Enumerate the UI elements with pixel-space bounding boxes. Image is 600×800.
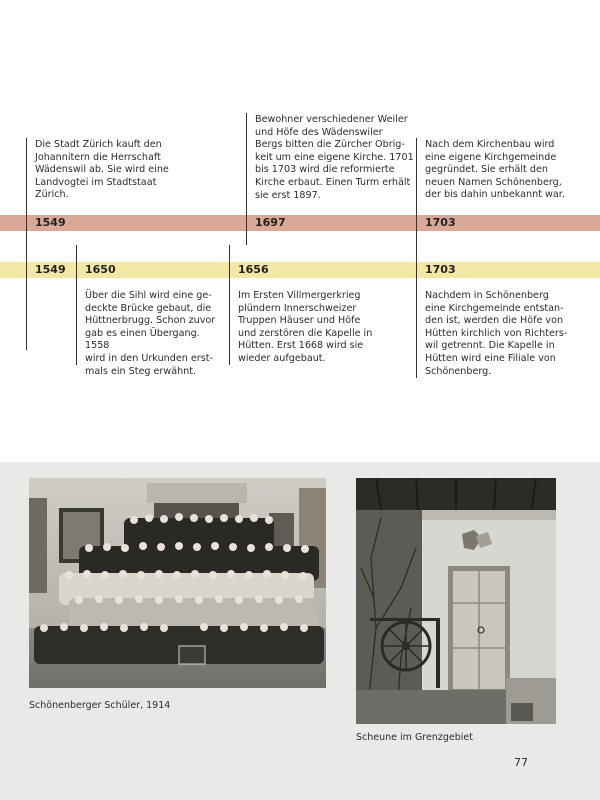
timeline-band-top <box>0 215 600 231</box>
school-photo-caption: Schönenberger Schüler, 1914 <box>29 700 171 711</box>
year-label-1703-bottom: 1703 <box>425 263 456 276</box>
event-text-1656: Im Ersten Villmergerkrieg plündern Innerschweizer Truppen Häuser und Höfe und zerstören die Kapelle in Hütten. Erst 1668 wird sie wieder aufgebaut. <box>238 290 373 364</box>
timeline-line-1549 <box>26 138 27 350</box>
timeline-line-1703 <box>416 138 417 378</box>
timeline-line-1656 <box>229 245 230 365</box>
event-text-1650: Über die Sihl wird eine ge- deckte Brücke gebaut, die Hüttnerbrugg. Schon zuvor gab es einen Übergang. 1558 wird in den Urkunden erst- mals ein Steg erwähnt. <box>85 290 216 377</box>
event-text-1697: Bewohner verschiedener Weiler und Höfe des Wädenswiler Bergs bitten die Zürcher Obrig- keit um eine eigene Kirche. 1701 bis 1703 wird die reformierte Kirche erbaut. Einen Turm erhält sie erst 1897. <box>255 114 414 201</box>
year-label-1697: 1697 <box>255 216 286 229</box>
timeline-line-1697 <box>246 113 247 245</box>
year-label-1549-bottom: 1549 <box>35 263 66 276</box>
event-text-1703-bottom: Nachdem in Schönenberg eine Kirchgemeinde entstan- den ist, werden die Höfe von Hütten kirchlich von Richters- wil getrennt. Die Kapelle in Hütten wird eine Filiale von Schönenberg. <box>425 290 568 377</box>
page-number: 77 <box>514 756 528 769</box>
timeline-line-1650 <box>76 245 77 365</box>
year-label-1549-top: 1549 <box>35 216 66 229</box>
barn-photo-caption: Scheune im Grenzgebiet <box>356 732 473 743</box>
year-label-1650: 1650 <box>85 263 116 276</box>
year-label-1703-top: 1703 <box>425 216 456 229</box>
event-text-1549-top: Die Stadt Zürich kauft den Johannitern die Herrschaft Wädenswil ab. Sie wird eine Landvogtei im Stadtstaat Zürich. <box>35 139 169 201</box>
barn-photo <box>356 478 556 724</box>
event-text-1703-top: Nach dem Kirchenbau wird eine eigene Kirchgemeinde gegründet. Sie erhält den neuen Namen Schönenberg, der bis dahin unbekannt war. <box>425 139 565 201</box>
year-label-1656: 1656 <box>238 263 269 276</box>
school-class-photo <box>29 478 326 688</box>
